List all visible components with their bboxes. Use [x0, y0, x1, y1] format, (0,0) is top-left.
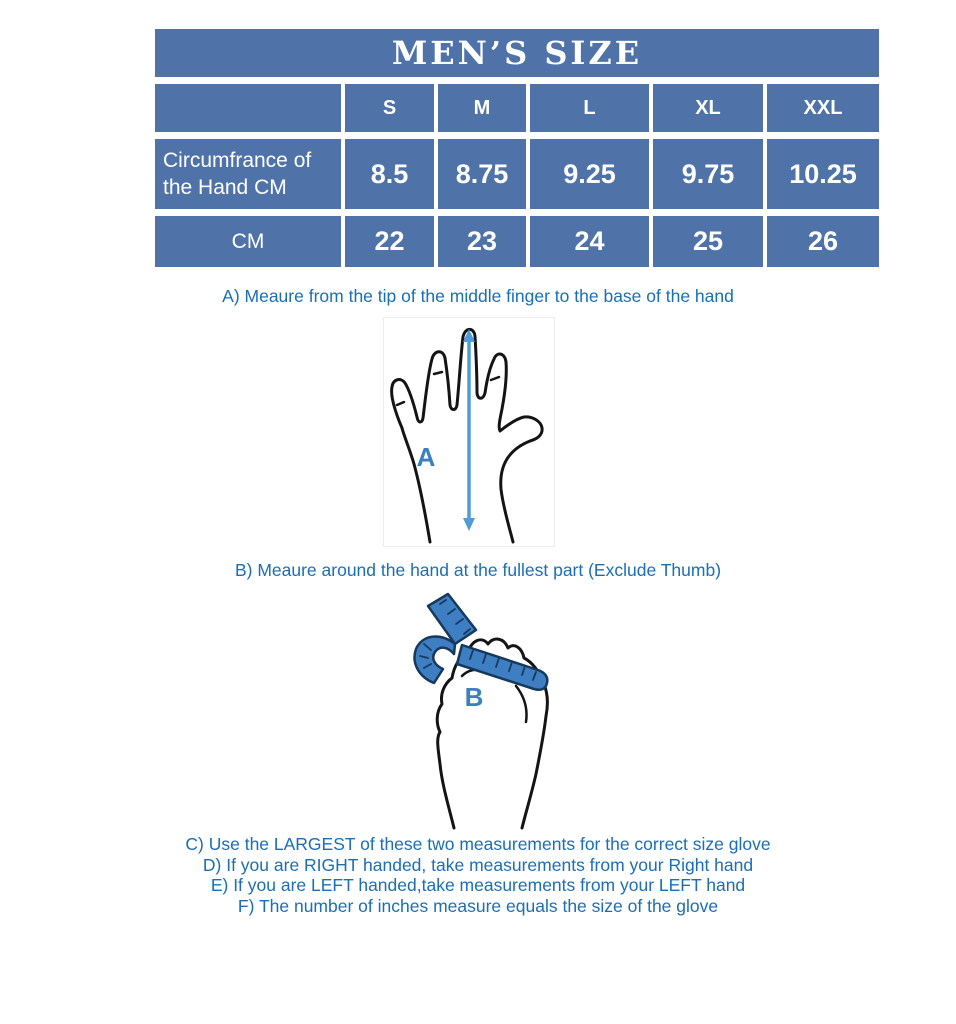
- instruction-d: D) If you are RIGHT handed, take measurements from your Right hand: [202, 854, 754, 875]
- cm-value-xl: 25: [653, 216, 763, 267]
- figure-b-label: B: [464, 682, 484, 712]
- instruction-c: C) Use the LARGEST of these two measurements for the correct size glove: [185, 834, 771, 854]
- size-header-s: S: [345, 84, 434, 132]
- circumference-value-xxl: 10.25: [767, 139, 879, 209]
- size-header-l: L: [530, 84, 649, 132]
- instruction-f: F) The number of inches measure equals the size of the glove: [237, 895, 719, 916]
- cm-value-m: 23: [438, 216, 526, 267]
- circumference-value-m: 8.75: [438, 139, 526, 209]
- circumference-value-s: 8.5: [345, 139, 434, 209]
- open-hand-illustration: [384, 318, 554, 546]
- circumference-value-xl: 9.75: [653, 139, 763, 209]
- size-header-m: M: [438, 84, 526, 132]
- size-header-xxl: XXL: [767, 84, 879, 132]
- cm-value-l: 24: [530, 216, 649, 267]
- hand-measure-length-figure: [383, 317, 555, 547]
- hand-outline: [392, 329, 543, 542]
- cm-value-s: 22: [345, 216, 434, 267]
- instruction-e: E) If you are LEFT handed,take measurements from your LEFT hand: [210, 875, 746, 895]
- row-label-circumference: Circumfrance of the Hand CM: [155, 139, 341, 209]
- instructions-c-to-f: [0, 834, 956, 916]
- size-header-xl: XL: [653, 84, 763, 132]
- mens-size-table: [155, 29, 879, 267]
- row-label-cm: CM: [155, 216, 341, 267]
- table-corner-cell: [155, 84, 341, 132]
- instruction-b: B) Meaure around the hand at the fullest part (Exclude Thumb): [234, 560, 722, 580]
- hand-measure-circumference-figure: [398, 588, 558, 830]
- instruction-a: A) Meaure from the tip of the middle finger to the base of the hand: [222, 286, 734, 306]
- figure-a-label: A: [416, 442, 436, 472]
- cm-value-xxl: 26: [767, 216, 879, 267]
- fist-illustration: [398, 588, 558, 830]
- circumference-value-l: 9.25: [530, 139, 649, 209]
- table-title: MEN’S SIZE: [155, 29, 879, 77]
